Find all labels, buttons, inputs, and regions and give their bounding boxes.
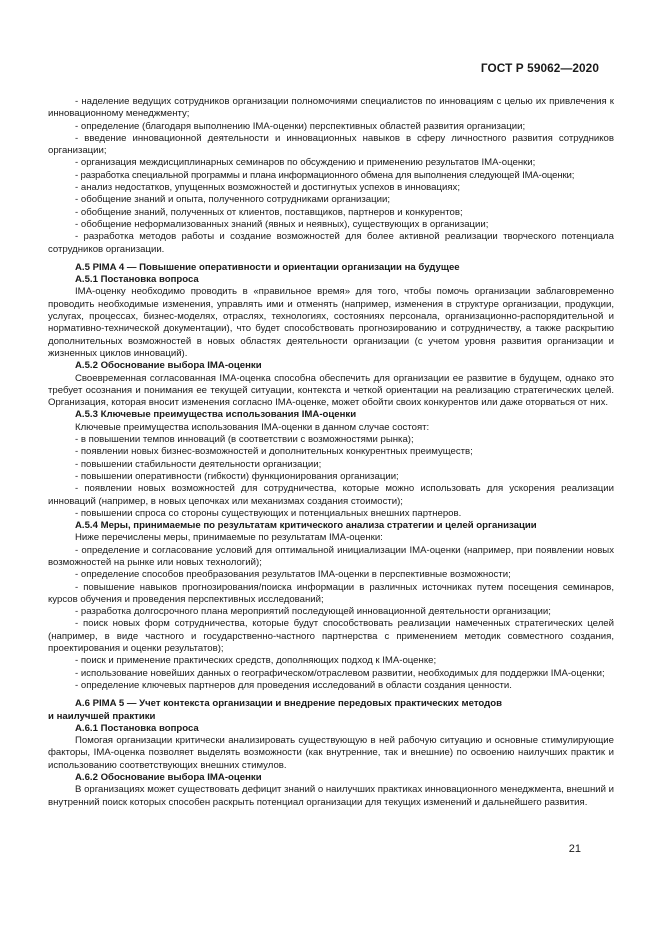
list-item: - разработка долгосрочного плана мероприятий последующей инновационной деятельности организации; [75,606,551,618]
section-heading: A.5 PIMA 4 — Повышение оперативности и ориентации организации на будущее [75,261,460,273]
document-body [48,96,614,809]
list-item: - поиск новых форм сотрудничества, которые будут способствовать реализации намеченных стратегических целей (например, в виде частного и государственно-частного партнерства с применением методик совместного создания, проектирования и оценки результатов); [48,618,614,655]
page-number: 21 [568,843,581,855]
list-item: - наделение ведущих сотрудников организации полномочиями специалистов по инновациям с целью их привлечения к инновационному менеджменту; [48,96,614,120]
list-item: - обобщение знаний, полученных от клиентов, поставщиков, партнеров и конкурентов; [75,206,463,218]
paragraph: Своевременная согласованная IMA-оценка способна обеспечить для организации ее развитие в будущем, однако это требует осознания и понимания ее текущей ситуации, контекста и четкой ориентации на реализацию стратегических целей. Организация, которая вносит изменения согласно IMA-оценке, может обойти своих конкурентов или даже оторваться от них. [48,372,614,409]
document-header: ГОСТ Р 59062—2020 [480,61,599,75]
list-item: - определение (благодаря выполнению IMA-оценки) перспективных областей развития организации; [75,120,526,132]
list-item: - определение и согласование условий для оптимальной инициализации IMA-оценки (например, при появлении новых возможностей на рынке или новых технологий); [48,544,614,568]
section-heading: A.6 PIMA 5 — Учет контекста организации и внедрение передовых практических методов [75,698,503,710]
list-item: - определение ключевых партнеров для проведения исследований в области создания ценности. [75,679,512,691]
list-item: - повышении оперативности (гибкости) функционирования организации; [75,470,399,482]
list-item: - появлении новых возможностей для сотрудничества, которые можно использовать для ускорения реализации инноваций (например, в новых цепочках или механизмах создания стоимости); [48,483,614,507]
list-item: - разработка специальной программы и плана информационного обмена для выполнения следующей IMA-оценки; [75,169,575,181]
subsection-heading: A.5.1 Постановка вопроса [75,274,199,286]
list-item: - определение способов преобразования результатов IMA-оценки в перспективные возможности; [75,569,511,581]
list-item: - организация междисциплинарных семинаров по обсуждению и применению результатов IMA-оценки; [75,157,536,169]
list-item: - введение инновационной деятельности и инновационных навыков в сферу личностного развития сотрудников организации; [48,132,614,157]
paragraph: IMA-оценку необходимо проводить в «правильное время» для того, чтобы помочь организации заблаговременно проводить необходимые изменения, управлять ими и отменять (например, изменения в структуре организации, продукции, услугах, процессах, бизнес-моделях, отраслях, технологиях, состояниях персонала, организационно-распорядительной и нормативно-технической документации), что будет способствовать прогнозированию и сотрудничеству, а также раскрытию дополнительных возможностей в новых областях деятельности организации (с учетом уровня развития организации и жизненных циклов инноваций). [48,286,614,359]
list-item: - появлении новых бизнес-возможностей и дополнительных конкурентных преимуществ; [75,446,473,458]
list-item: - повышение навыков прогнозирования/поиска информации в различных источниках путем посещения семинаров, курсов обучения и проведения перспективных исследований; [48,581,614,605]
list-item: - в повышении темпов инноваций (в соответствии с возможностями рынка); [75,434,414,446]
subsection-heading: A.5.4 Меры, принимаемые по результатам критического анализа стратегии и целей организации [75,520,537,532]
paragraph: В организациях может существовать дефицит знаний о наилучших практиках инновационного менеджмента, внешний и внутренний поиск которых способен раскрыть потенциал организации для текущих изменений и дальнейшего развития. [48,784,614,808]
subsection-heading: A.6.1 Постановка вопроса [75,722,199,734]
paragraph: Ниже перечислены меры, принимаемые по результатам IMA-оценки: [75,532,383,544]
subsection-heading: A.5.3 Ключевые преимущества использования IMA-оценки [75,409,357,421]
list-item: - обобщение неформализованных знаний (явных и неявных), существующих в организации; [75,218,489,230]
paragraph: Помогая организации критически анализировать существующую в ней рабочую ситуацию и основные стимулирующие факторы, IMA-оценка позволяет выделять возможности (как внутренние, так и внешние) по освоению наилучших практик и использованию соответствующих внешних стимулов. [48,735,614,771]
list-item: - повышении спроса со стороны существующих и потенциальных внешних партнеров. [75,507,462,519]
list-item: - повышении стабильности деятельности организации; [75,458,322,470]
list-item: - разработка методов работы и создание возможностей для более активной реализации творческого потенциала сотрудников организации. [48,231,614,255]
subsection-heading: A.5.2 Обоснование выбора IMA-оценки [75,360,262,372]
section-heading-continuation: и наилучшей практики [48,710,156,722]
subsection-heading: A.6.2 Обоснование выбора IMA-оценки [75,772,262,784]
paragraph: Ключевые преимущества использования IMA-оценки в данном случае состоят: [75,421,430,433]
list-item: - поиск и применение практических средств, дополняющих подход к IMA-оценке; [75,655,437,667]
list-item: - обобщение знаний и опыта, полученного сотрудниками организации; [75,194,391,206]
list-item: - анализ недостатков, упущенных возможностей и достигнутых успехов в инновациях; [75,182,461,194]
list-item: - использование новейших данных о географическом/отраслевом развитии, необходимых для поддержки IMA-оценки; [75,667,605,679]
